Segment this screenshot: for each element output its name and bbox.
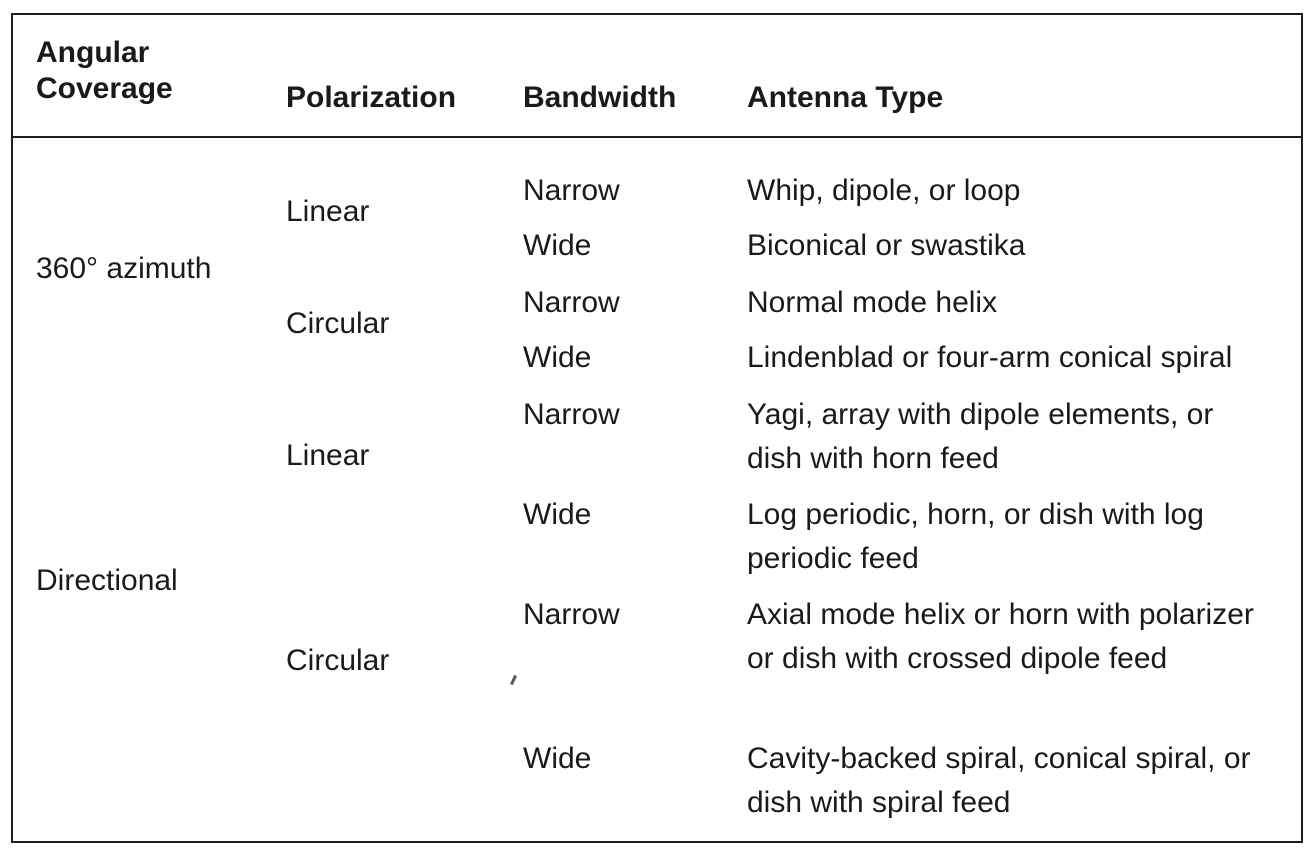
header-antenna-type: Antenna Type <box>747 81 944 114</box>
antenna-type-cell: Normal mode helix <box>747 286 998 319</box>
header-angular-coverage: Angular Coverage <box>36 36 173 105</box>
header-polarization: Polarization <box>286 81 457 114</box>
antenna-type-cell: Whip, dipole, or loop <box>747 174 1021 207</box>
bandwidth-cell: Narrow <box>523 174 620 207</box>
bandwidth-cell: Wide <box>523 229 592 262</box>
header-divider <box>11 136 1303 138</box>
bandwidth-cell: Wide <box>523 742 592 775</box>
polarization-azimuth-circular: Circular <box>286 307 390 340</box>
antenna-type-cell: Yagi, array with dipole elements, or dish with horn feed <box>747 398 1214 475</box>
antenna-type-cell: Axial mode helix or horn with polarizer or dish with crossed dipole feed <box>747 598 1254 675</box>
antenna-type-cell: Log periodic, horn, or dish with log periodic feed <box>747 498 1204 575</box>
polarization-directional-circular: Circular <box>286 644 390 677</box>
antenna-type-cell: Biconical or swastika <box>747 229 1026 262</box>
polarization-directional-linear: Linear <box>286 439 370 472</box>
bandwidth-cell: Wide <box>523 341 592 374</box>
bandwidth-cell: Narrow <box>523 598 620 631</box>
bandwidth-cell: Narrow <box>523 286 620 319</box>
coverage-360-azimuth: 360° azimuth <box>36 252 212 285</box>
antenna-type-cell: Cavity-backed spiral, conical spiral, or dish with spiral feed <box>747 742 1251 819</box>
bandwidth-cell: Wide <box>523 498 592 531</box>
bandwidth-cell: Narrow <box>523 398 620 431</box>
header-bandwidth: Bandwidth <box>523 81 677 114</box>
polarization-azimuth-linear: Linear <box>286 195 370 228</box>
antenna-type-cell: Lindenblad or four-arm conical spiral <box>747 341 1233 374</box>
coverage-directional: Directional <box>36 564 178 597</box>
